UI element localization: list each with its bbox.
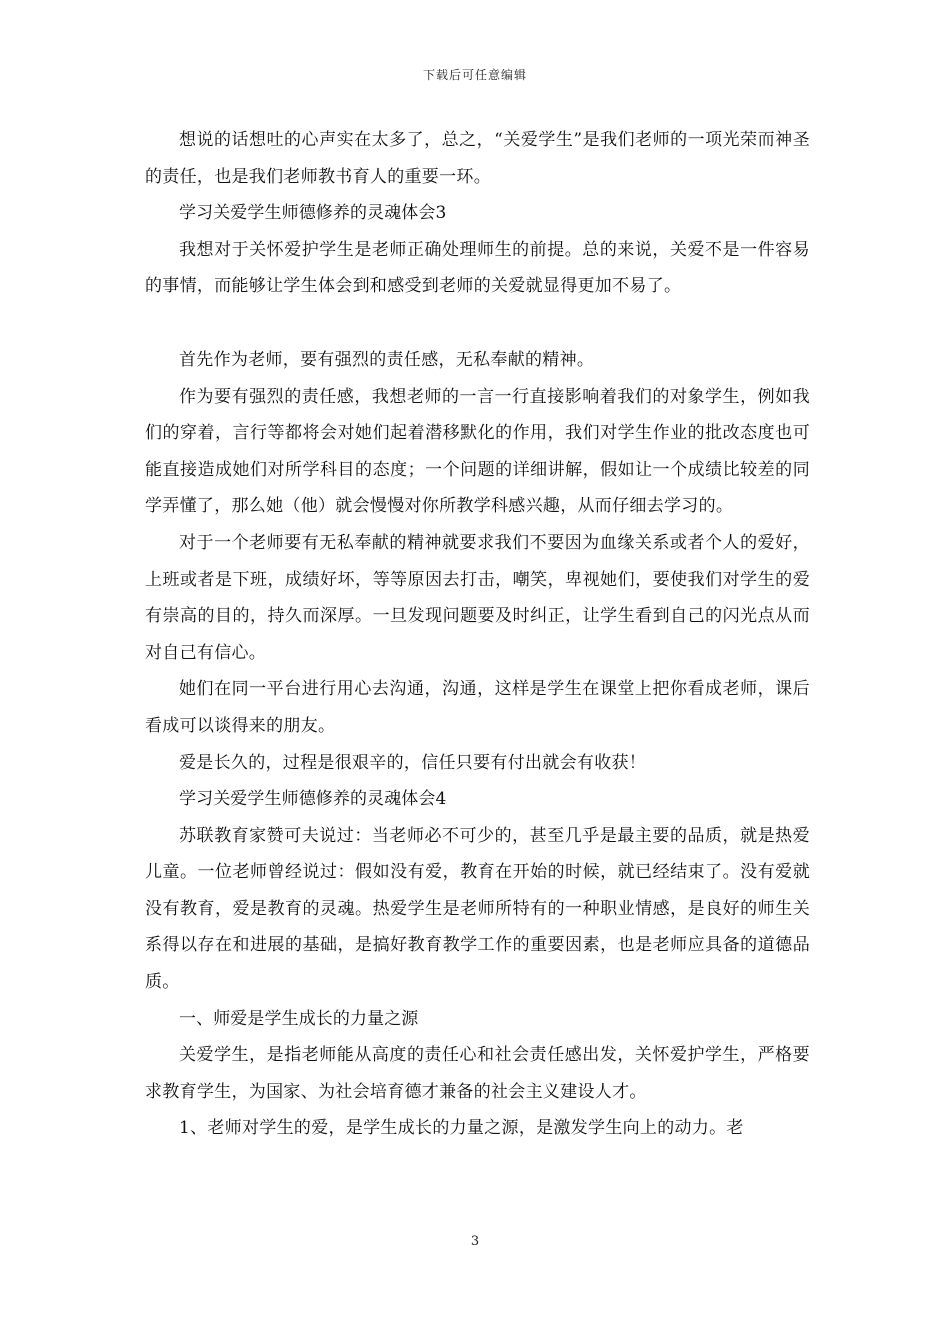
paragraph-zankov-quote: 苏联教育家赞可夫说过：当老师必不可少的，甚至几乎是最主要的品质，就是热爱儿童。一位老师曾经说过：假如没有爱，教育在开始的时候，就已经结束了。没有爱就没有教育，爱是教育的灵魂。热爱学生是老师所特有的一种职业情感，是良好的师生关系得以存在和进展的基础，是搞好教育教学工作的重要因素，也是老师应具备的道德品质。 bbox=[145, 825, 810, 993]
paragraph-closing-remarks: 想说的话想吐的心声实在太多了，总之，“关爱学生”是我们老师的一项光荣而神圣的责任，也是我们老师教书育人的重要一环。 bbox=[145, 130, 810, 187]
blank-line bbox=[145, 305, 810, 342]
paragraph-responsibility-intro: 首先作为老师，要有强烈的责任感，无私奉献的精神。 bbox=[179, 349, 595, 370]
section-heading-3: 学习关爱学生师德修养的灵魂体会3 bbox=[179, 203, 447, 224]
section-heading-4: 学习关爱学生师德修养的灵魂体会4 bbox=[179, 789, 447, 810]
document-body bbox=[145, 122, 810, 1147]
page-number: 3 bbox=[470, 1234, 480, 1249]
paragraph-care-premise: 我想对于关怀爱护学生是老师正确处理师生的前提。总的来说，关爱不是一件容易的事情，而能够让学生体会到和感受到老师的关爱就显得更加不易了。 bbox=[145, 239, 810, 297]
paragraph-responsibility-detail: 作为要有强烈的责任感，我想老师的一言一行直接影响着我们的对象学生，例如我们的穿着，言行等都将会对她们起着潜移默化的作用，我们对学生作业的批改态度也可能直接造成她们对所学科目的态度；一个问题的详细讲解，假如让一个成绩比较差的同学弄懂了，那么她（他）就会慢慢对你所教学科感兴趣，从而仔细去学习的。 bbox=[145, 386, 810, 517]
paragraph-point-1: 1、老师对学生的爱，是学生成长的力量之源，是激发学生向上的动力。老 bbox=[179, 1118, 744, 1139]
paragraph-communication: 她们在同一平台进行用心去沟通，沟通，这样是学生在课堂上把你看成老师，课后看成可以谈得来的朋友。 bbox=[145, 679, 810, 736]
subheading-teacher-love: 一、师爱是学生成长的力量之源 bbox=[179, 1008, 419, 1029]
paragraph-caring-definition: 关爱学生，是指老师能从高度的责任心和社会责任感出发，关怀爱护学生，严格要求教育学生，为国家、为社会培育德才兼备的社会主义建设人才。 bbox=[145, 1045, 810, 1102]
page-header-note: 下载后可任意编辑 bbox=[422, 68, 527, 82]
paragraph-love-lasting: 爱是长久的，过程是很艰辛的，信任只要有付出就会有收获！ bbox=[179, 752, 647, 773]
paragraph-selfless-dedication: 对于一个老师要有无私奉献的精神就要求我们不要因为血缘关系或者个人的爱好，上班或者是下班，成绩好坏，等等原因去打击，嘲笑，卑视她们，要使我们对学生的爱有崇高的目的，持久而深厚。一旦发现问题要及时纠正，让学生看到自己的闪光点从而对自己有信心。 bbox=[145, 532, 810, 663]
